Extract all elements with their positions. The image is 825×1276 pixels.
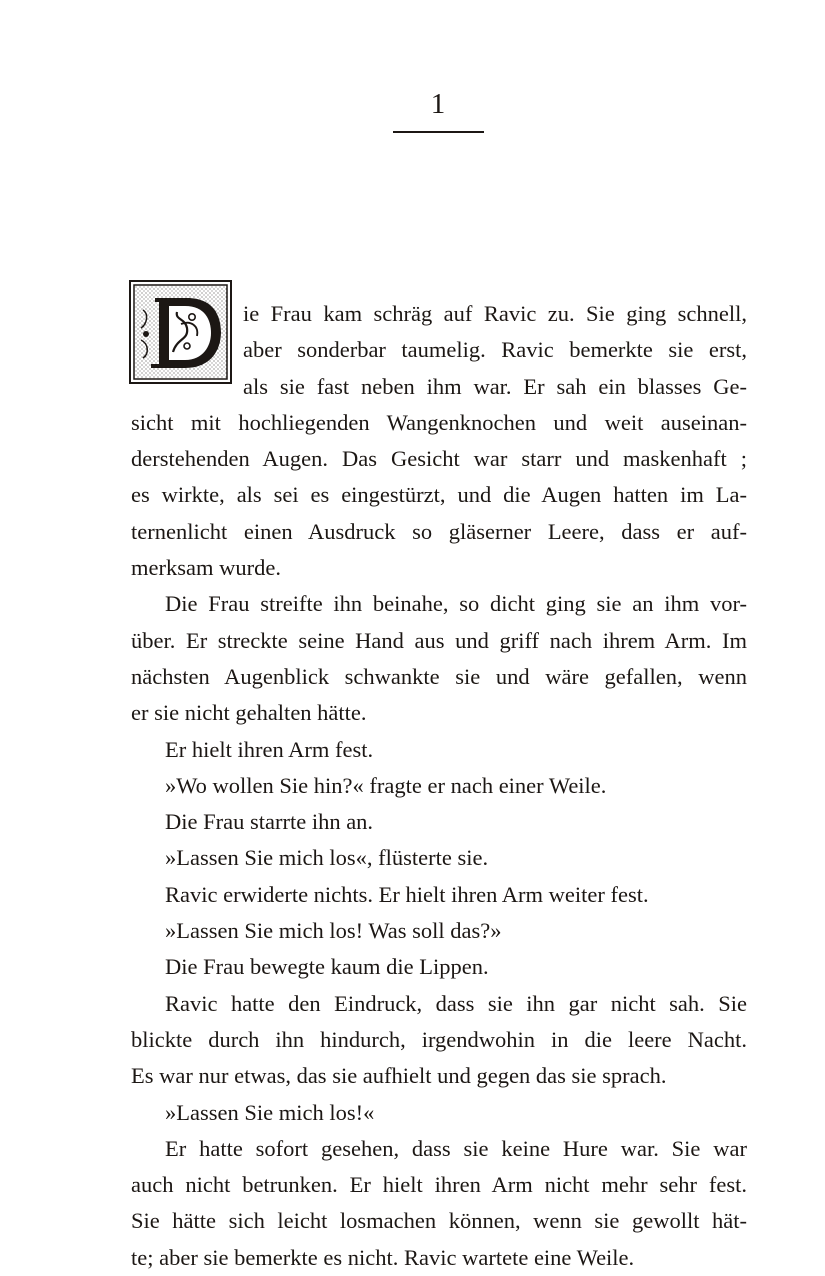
- paragraph: [131, 768, 747, 804]
- text-line: »Lassen Sie mich los! Was soll das?»: [165, 918, 502, 944]
- paragraph: [131, 732, 747, 768]
- paragraph: [131, 986, 747, 1095]
- text-line: Ravic erwiderte nichts. Er hielt ihren Arm weiter fest.: [165, 881, 649, 907]
- paragraph: [131, 296, 747, 586]
- text-line: »Lassen Sie mich los«, flüsterte sie.: [165, 845, 489, 871]
- text-line: Sie hätte sich leicht losmachen können, wenn sie gewollt hät-: [131, 1208, 747, 1234]
- text-line: derstehenden Augen. Das Gesicht war starr und maskenhaft ;: [131, 446, 747, 472]
- chapter-divider: [393, 131, 484, 133]
- text-line: »Lassen Sie mich los!«: [165, 1099, 375, 1125]
- text-line: Die Frau starrte ihn an.: [165, 809, 374, 835]
- text-line: blickte durch ihn hindurch, irgendwohin in die leere Nacht.: [131, 1026, 747, 1052]
- text-line: nächsten Augenblick schwankte sie und wäre gefallen, wenn: [131, 663, 747, 689]
- paragraph: [131, 804, 747, 840]
- paragraph: [131, 913, 747, 949]
- text-line: Er hatte sofort gesehen, dass sie keine Hure war. Sie war: [165, 1135, 747, 1161]
- chapter-number: 1: [430, 88, 446, 120]
- paragraph: [131, 1131, 747, 1276]
- paragraph: [131, 877, 747, 913]
- text-line: aber sonderbar taumelig. Ravic bemerkte sie erst,: [243, 337, 747, 363]
- text-line: es wirkte, als sei es eingestürzt, und die Augen hatten im La-: [131, 482, 747, 508]
- paragraph: [131, 840, 747, 876]
- text-line: Ravic hatte den Eindruck, dass sie ihn gar nicht sah. Sie: [165, 990, 747, 1016]
- text-line: sicht mit hochliegenden Wangenknochen und weit auseinan-: [131, 409, 747, 435]
- paragraph: [131, 949, 747, 985]
- text-line: merksam wurde.: [131, 555, 281, 581]
- paragraph: [131, 1095, 747, 1131]
- text-line: Die Frau streifte ihn beinahe, so dicht ging sie an ihm vor-: [165, 591, 747, 617]
- body-text: [131, 296, 747, 1276]
- text-line: als sie fast neben ihm war. Er sah ein blasses Ge-: [243, 373, 747, 399]
- text-line: »Wo wollen Sie hin?« fragte er nach einer Weile.: [165, 772, 607, 798]
- paragraph: [131, 586, 747, 731]
- text-line: te; aber sie bemerkte es nicht. Ravic wartete eine Weile.: [131, 1244, 635, 1270]
- text-line: ternenlicht einen Ausdruck so gläserner Leere, dass er auf-: [131, 518, 747, 544]
- text-line: ie Frau kam schräg auf Ravic zu. Sie ging schnell,: [243, 301, 747, 326]
- text-line: Es war nur etwas, das sie aufhielt und gegen das sie sprach.: [131, 1063, 667, 1089]
- text-line: auch nicht betrunken. Er hielt ihren Arm nicht mehr sehr fest.: [131, 1172, 747, 1198]
- text-line: er sie nicht gehalten hätte.: [131, 700, 367, 726]
- text-line: Er hielt ihren Arm fest.: [165, 736, 374, 762]
- text-line: über. Er streckte seine Hand aus und griff nach ihrem Arm. Im: [131, 627, 747, 653]
- text-line: Die Frau bewegte kaum die Lippen.: [165, 954, 489, 980]
